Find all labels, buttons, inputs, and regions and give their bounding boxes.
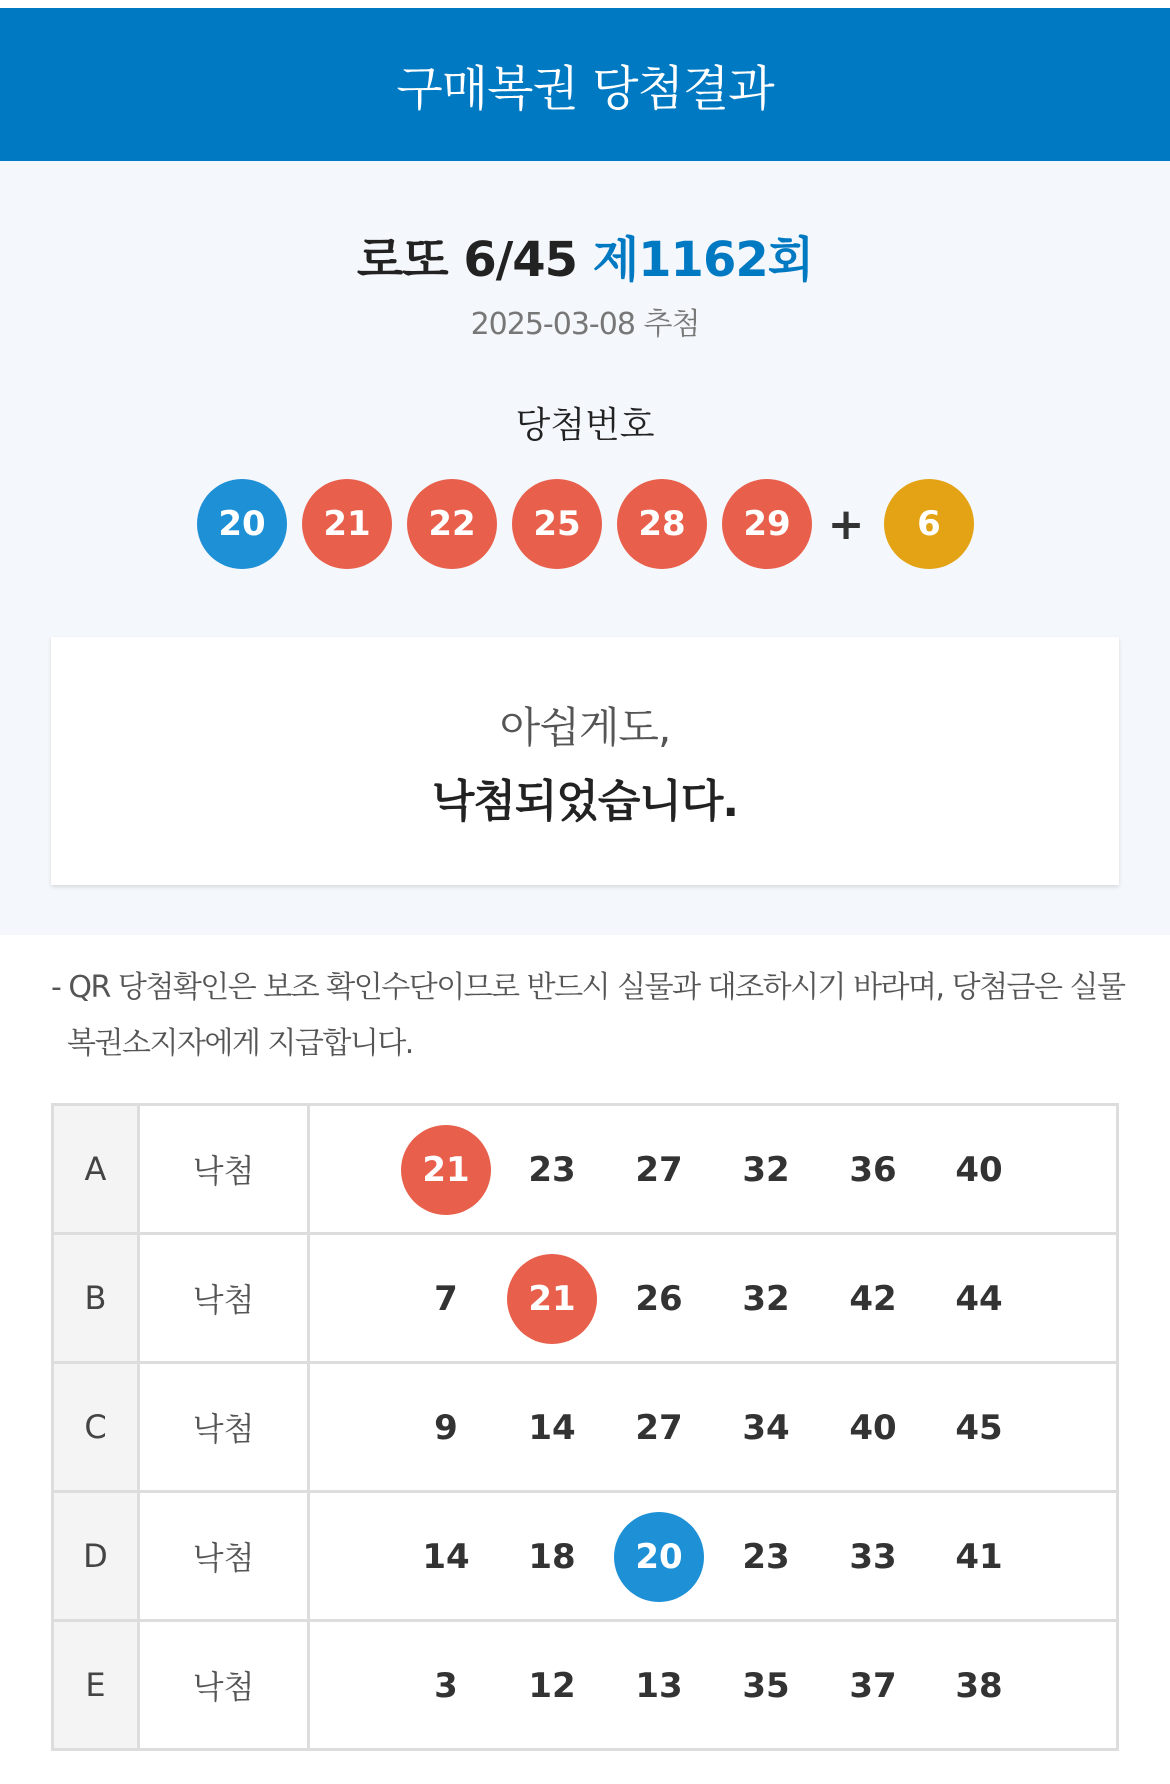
ticket-number: 27 <box>635 1407 683 1448</box>
ticket-row <box>53 1363 1118 1492</box>
ticket-numbers <box>309 1105 1118 1234</box>
ticket-game-label: E <box>53 1621 139 1750</box>
ticket-game-label: D <box>53 1492 139 1621</box>
ticket-number: 33 <box>849 1536 897 1577</box>
page-title: 구매복권 당첨결과 <box>396 61 774 117</box>
ticket-game-label: A <box>53 1105 139 1234</box>
bonus-number-ball: 6 <box>884 479 974 569</box>
ticket-number: 32 <box>742 1149 790 1190</box>
winning-number-ball: 25 <box>512 479 602 569</box>
result-box <box>51 637 1119 885</box>
ticket-number: 35 <box>742 1665 790 1706</box>
ticket-game-label: B <box>53 1234 139 1363</box>
ticket-status: 낙첨 <box>139 1621 309 1750</box>
ticket-status: 낙첨 <box>139 1363 309 1492</box>
ticket-number: 13 <box>635 1665 683 1706</box>
ticket-number-matched: 21 <box>507 1254 597 1344</box>
bonus-plus-sign: + <box>827 498 865 550</box>
ticket-number: 40 <box>955 1149 1003 1190</box>
ticket-status: 낙첨 <box>139 1492 309 1621</box>
ticket-number: 40 <box>849 1407 897 1448</box>
winning-numbers-label: 당첨번호 <box>515 405 655 446</box>
winning-number-ball: 21 <box>302 479 392 569</box>
ticket-number: 9 <box>434 1407 458 1448</box>
ticket-row <box>53 1105 1118 1234</box>
ticket-numbers <box>309 1492 1118 1621</box>
ticket-number: 44 <box>955 1278 1003 1319</box>
ticket-status: 낙첨 <box>139 1234 309 1363</box>
draw-summary <box>0 161 1170 935</box>
ticket-row <box>53 1492 1118 1621</box>
ticket-number: 14 <box>528 1407 576 1448</box>
draw-date: 2025-03-08 추첨 <box>470 307 700 342</box>
ticket-number: 42 <box>849 1278 897 1319</box>
winning-number-ball: 20 <box>197 479 287 569</box>
ticket-number: 36 <box>849 1149 897 1190</box>
ticket-number-matched: 20 <box>614 1512 704 1602</box>
ticket-number: 3 <box>434 1665 458 1706</box>
winning-number-ball: 28 <box>617 479 707 569</box>
ticket-number: 32 <box>742 1278 790 1319</box>
ticket-number: 38 <box>955 1665 1003 1706</box>
ticket-number: 26 <box>635 1278 683 1319</box>
ticket-number-matched: 21 <box>401 1125 491 1215</box>
ticket-numbers <box>309 1234 1118 1363</box>
ticket-number: 23 <box>742 1536 790 1577</box>
ticket-number: 23 <box>528 1149 576 1190</box>
qr-notice: - QR 당첨확인은 보조 확인수단이므로 반드시 실물과 대조하시기 바라며, 당첨금은 실물 복권소지자에게 지급합니다. <box>51 970 1125 1061</box>
ticket-table <box>51 1103 1119 1751</box>
winning-number-ball: 22 <box>407 479 497 569</box>
ticket-status: 낙첨 <box>139 1105 309 1234</box>
ticket-game-label: C <box>53 1363 139 1492</box>
ticket-row <box>53 1621 1118 1750</box>
ticket-row <box>53 1234 1118 1363</box>
ticket-number: 14 <box>422 1536 470 1577</box>
ticket-number: 34 <box>742 1407 790 1448</box>
ticket-numbers <box>309 1621 1118 1750</box>
result-message-line2: 낙첨되었습니다. <box>431 776 739 827</box>
winning-numbers <box>0 479 1170 569</box>
ticket-number: 27 <box>635 1149 683 1190</box>
ticket-numbers <box>309 1363 1118 1492</box>
game-name: 로또 6/45 <box>356 232 578 288</box>
ticket-number: 41 <box>955 1536 1003 1577</box>
draw-title <box>0 221 1170 290</box>
ticket-number: 18 <box>528 1536 576 1577</box>
ticket-number: 37 <box>849 1665 897 1706</box>
winning-number-ball: 29 <box>722 479 812 569</box>
result-message-line1: 아쉽게도, <box>499 703 671 752</box>
ticket-number: 12 <box>528 1665 576 1706</box>
page-header <box>0 8 1170 161</box>
draw-round: 제1162회 <box>592 232 814 288</box>
ticket-number: 7 <box>434 1278 458 1319</box>
ticket-number: 45 <box>955 1407 1003 1448</box>
